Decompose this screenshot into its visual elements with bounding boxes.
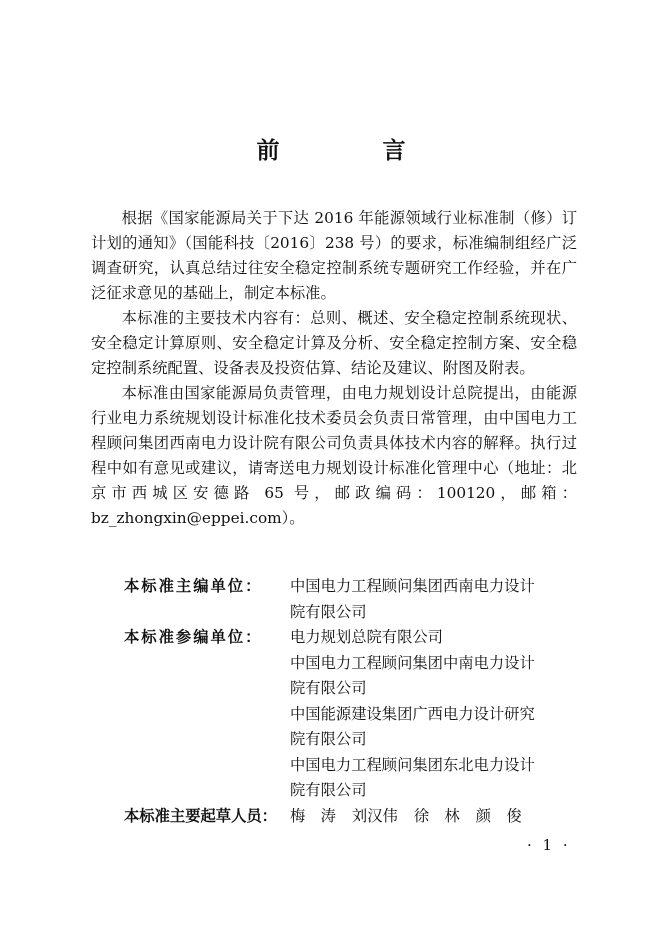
participating-label: 本标准参编单位：: [124, 628, 263, 646]
participating-line: 院有限公司: [290, 679, 367, 697]
preface-paragraph-3: 本标准由国家能源局负责管理，由电力规划设计总院提出，由能源行业电力系统规划设计标准化技术委员会负责日常管理，由中国电力工程顾问集团西南电力设计院有限公司负责具体技术内容的解释。执行过程中如有意见或建议，请寄送电力规划设计标准化管理中心（地址：北京市西城区安德路 65 号，邮政编码：100120，邮箱：bz_zhongxin@eppei.com）。: [91, 384, 577, 527]
chief-editor-line: 中国电力工程顾问集团西南电力设计: [290, 577, 535, 595]
page-number: · 1 ·: [527, 836, 571, 854]
preface-body: [91, 206, 577, 531]
chief-editor-label: 本标准主编单位：: [124, 577, 263, 595]
drafter-name: 梅 涛: [290, 806, 336, 825]
participating-row: [124, 625, 584, 804]
chief-editor-row: [124, 574, 584, 625]
drafter-name: 颜 俊: [475, 806, 522, 825]
participating-units: [290, 625, 584, 804]
drafter-name: 刘汉伟: [351, 806, 398, 825]
contributors-section: [124, 574, 584, 829]
participating-line: 院有限公司: [290, 730, 367, 748]
participating-line: 中国能源建设集团广西电力设计研究: [290, 704, 535, 723]
participating-line: 中国电力工程顾问集团东北电力设计: [290, 755, 535, 774]
participating-line: 电力规划总院有限公司: [290, 628, 443, 646]
participating-line: 院有限公司: [290, 781, 367, 799]
drafters-names: [290, 804, 584, 830]
page-title: 前 言: [256, 138, 446, 164]
participating-line: 中国电力工程顾问集团中南电力设计: [290, 653, 535, 672]
preface-paragraph-1: 根据《国家能源局关于下达 2016 年能源领域行业标准制（修）订计划的通知》（国能科技〔2016〕238 号）的要求，标准编制组经广泛调查研究，认真总结过往安全稳定控制系统专题研究工作经验，并在广泛征求意见的基础上，制定本标准。: [91, 209, 577, 302]
drafters-label: 本标准主要起草人员：: [124, 806, 277, 825]
chief-editor-units: [290, 574, 584, 625]
drafter-name: 徐 林: [413, 806, 460, 825]
preface-paragraph-2: 本标准的主要技术内容有：总则、概述、安全稳定控制系统现状、安全稳定计算原则、安全稳定计算及分析、安全稳定控制方案、安全稳定控制系统配置、设备表及投资估算、结论及建议、附图及附表。: [91, 309, 577, 377]
drafters-row: [124, 804, 584, 830]
chief-editor-line: 院有限公司: [290, 602, 367, 621]
